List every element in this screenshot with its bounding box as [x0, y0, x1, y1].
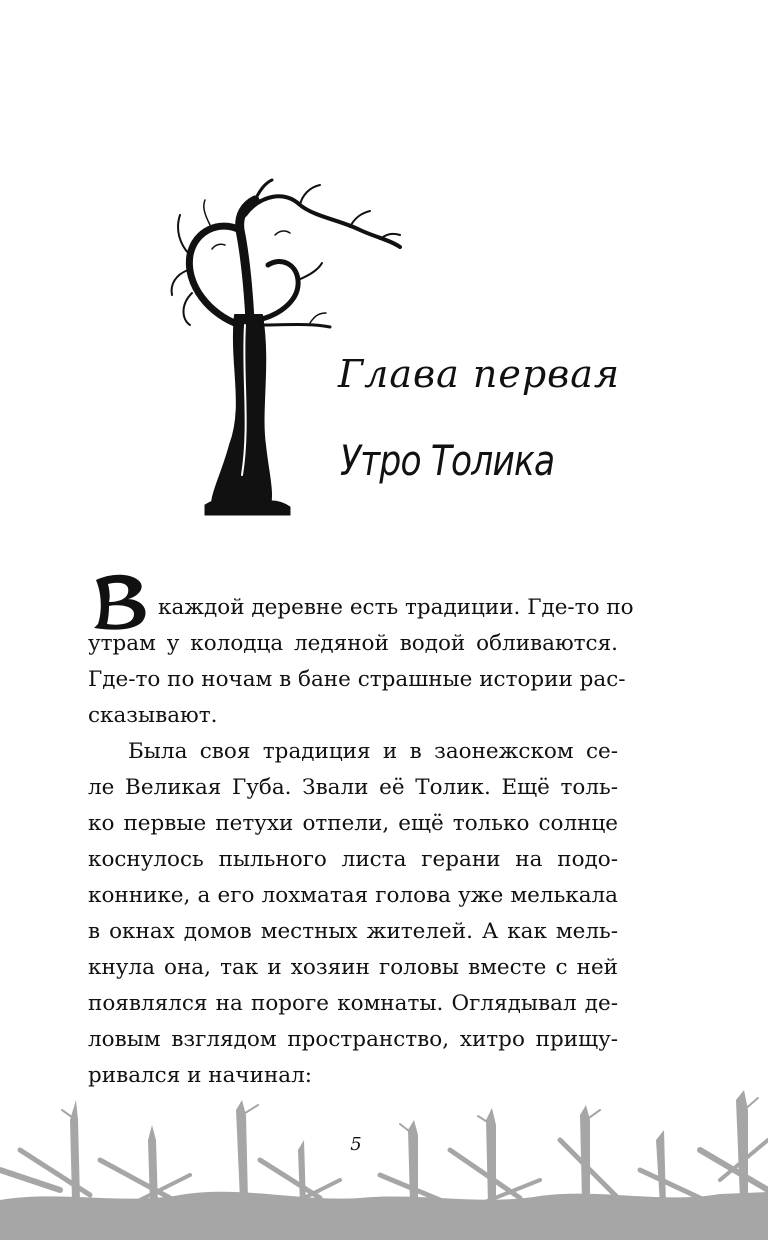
text-line: сказывают. — [88, 703, 218, 728]
paragraph-1 — [88, 590, 634, 734]
drop-cap — [88, 572, 154, 632]
text-line: кнула она, так и хозяин головы вместе с ней — [88, 955, 618, 980]
text-line: Была своя традиция и в заонежском се- — [128, 739, 618, 764]
drop-cap-letter-glyph — [88, 572, 154, 632]
text-line: в окнах домов местных жителей. А как мель- — [88, 919, 618, 944]
text-line: появлялся на пороге комнаты. Оглядывал де- — [88, 991, 618, 1016]
text-line: ко первые петухи отпели, ещё только солнце — [88, 811, 618, 836]
text-line: коснулось пыльного листа герани на подо- — [88, 847, 618, 872]
text-line: утрам у колодца ледяной водой обливаются. — [88, 631, 618, 656]
text-line: ловым взглядом пространство, хитро прищу- — [88, 1027, 618, 1052]
paragraph-2 — [88, 734, 618, 1094]
text-line: ривался и начинал: — [88, 1063, 313, 1088]
text-line: Где-то по ночам в бане страшные истории рас- — [88, 667, 626, 692]
grass-decoration — [0, 1080, 768, 1240]
text-line: ле Великая Губа. Звали её Толик. Ещё толь- — [88, 775, 618, 800]
text-line: коннике, а его лохматая голова уже мелькала — [88, 883, 618, 908]
chapter-title: Утро Толика — [340, 436, 555, 485]
body-text — [88, 590, 634, 1094]
chapter-number-label: Глава первая — [338, 352, 621, 396]
page-number: 5 — [350, 1134, 362, 1155]
text-line: каждой деревне есть традиции. Где-то по — [158, 595, 634, 620]
